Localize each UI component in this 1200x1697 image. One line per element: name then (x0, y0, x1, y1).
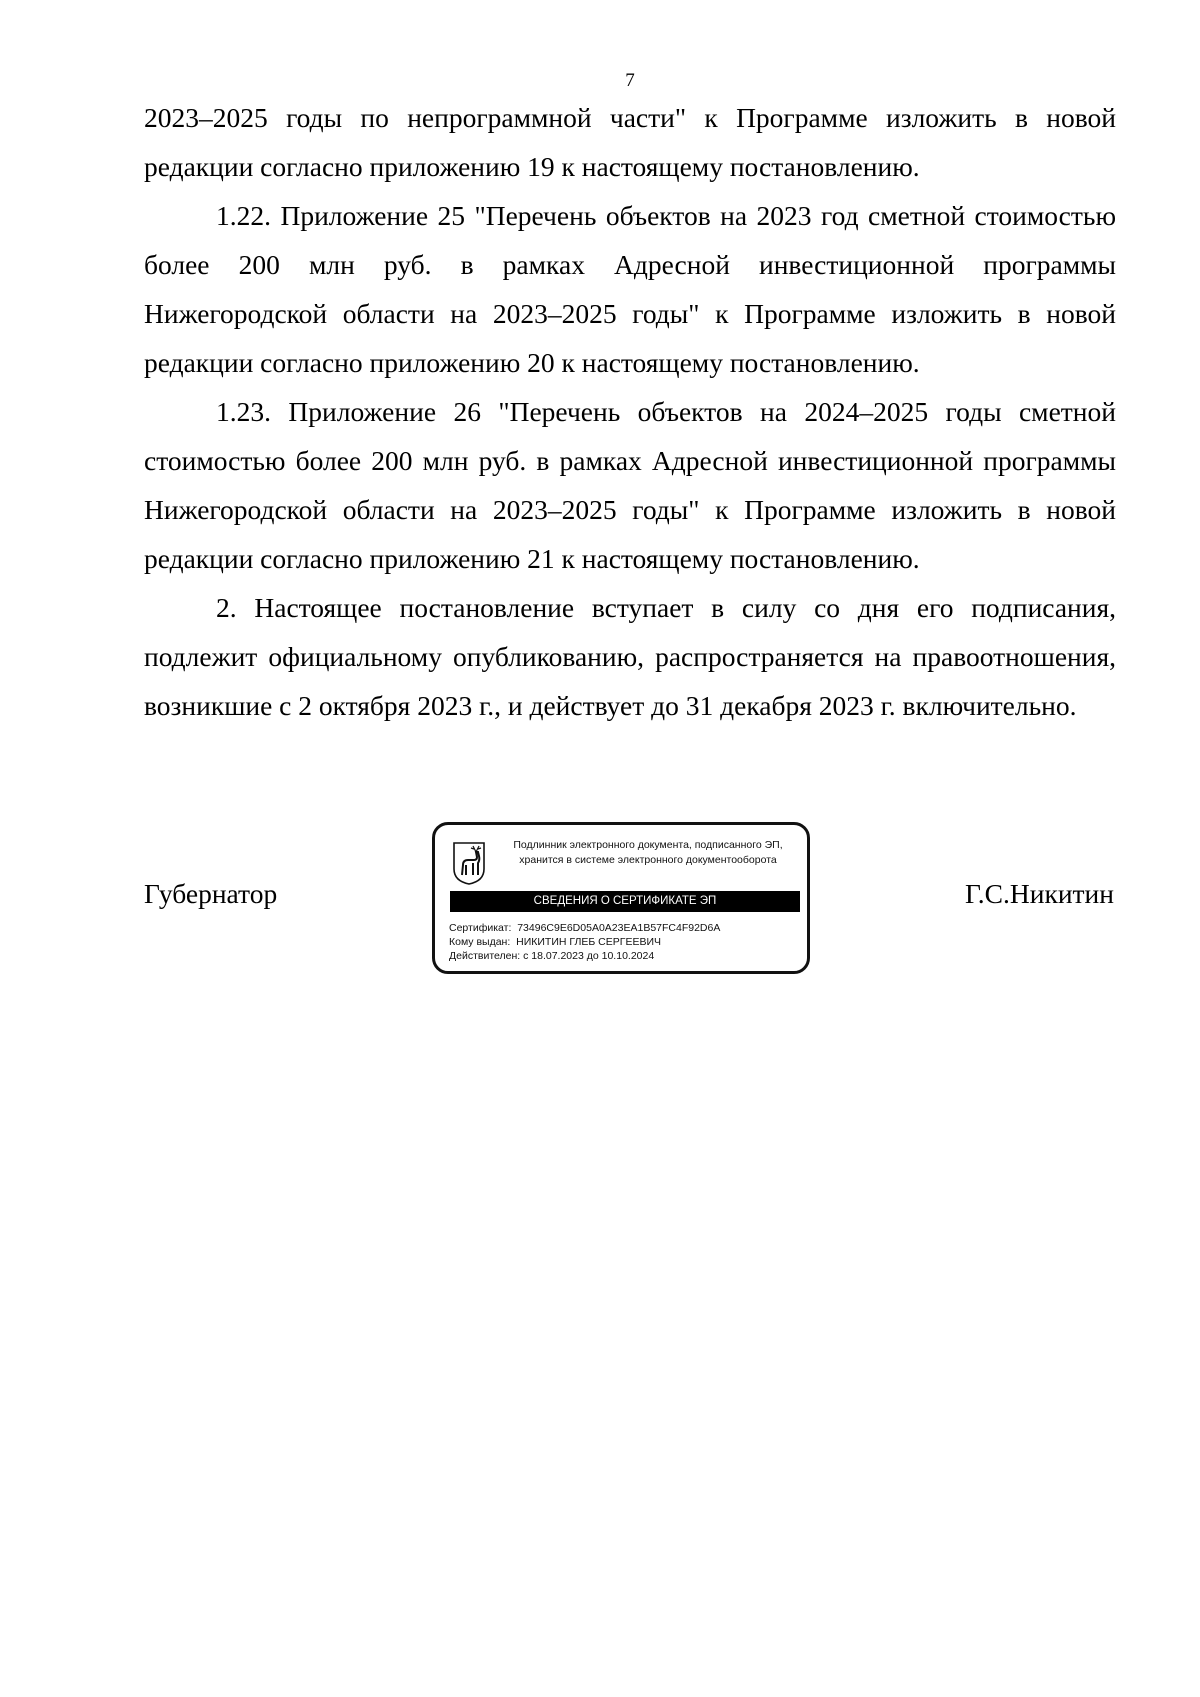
paragraph-continuation: 2023–2025 годы по непрограммной части" к Программе изложить в новой редакции согласно приложению 19 к настоящему постановлению. (144, 102, 1116, 182)
validity-row (449, 949, 720, 963)
stamp-header-line: Подлинник электронного документа, подписанного ЭП, (513, 839, 783, 851)
certificate-details (449, 921, 720, 963)
certificate-label: Сертификат: (449, 922, 512, 934)
paragraph-1-23: 1.23. Приложение 26 "Перечень объектов на 2024–2025 годы сметной стоимостью более 200 млн руб. в рамках Адресной инвестиционной программы Нижегородской области на 2023–2025 годы" к Программе изложить в новой редакции согласно приложению 21 к настоящему постановлению. (144, 396, 1116, 574)
paragraph-2: 2. Настоящее постановление вступает в силу со дня его подписания, подлежит официальному опубликованию, распространяется на правоотношения, возникшие с 2 октября 2023 г., и действует до 31 декабря 2023 г. включительно. (144, 592, 1116, 721)
issued-to-label: Кому выдан: (449, 936, 511, 948)
stamp-header (493, 838, 803, 868)
paragraph-1-22: 1.22. Приложение 25 "Перечень объектов на 2023 год сметной стоимостью более 200 млн руб. в рамках Адресной инвестиционной программы Нижегородской области на 2023–2025 годы" к Программе изложить в новой редакции согласно приложению 20 к настоящему постановлению. (144, 200, 1116, 378)
stamp-header-line: хранится в системе электронного документооборота (519, 854, 777, 866)
signatory-position: Губернатор (144, 878, 278, 909)
certificate-info-band: СВЕДЕНИЯ О СЕРТИФИКАТЕ ЭП (450, 891, 800, 912)
issued-to-value: НИКИТИН ГЛЕБ СЕРГЕЕВИЧ (516, 936, 662, 948)
certificate-value: 73496C9E6D05A0A23EA1B57FC4F92D6A (517, 922, 721, 934)
electronic-signature-stamp (432, 822, 810, 974)
document-body (144, 93, 1116, 730)
validity-label: Действителен: (449, 950, 521, 962)
issued-to-row (449, 935, 720, 949)
signatory-name: Г.С.Никитин (965, 878, 1114, 909)
certificate-row (449, 921, 720, 935)
validity-value: с 18.07.2023 до 10.10.2024 (523, 950, 655, 962)
deer-coat-of-arms-icon (452, 841, 486, 885)
page-number: 7 (625, 70, 635, 91)
